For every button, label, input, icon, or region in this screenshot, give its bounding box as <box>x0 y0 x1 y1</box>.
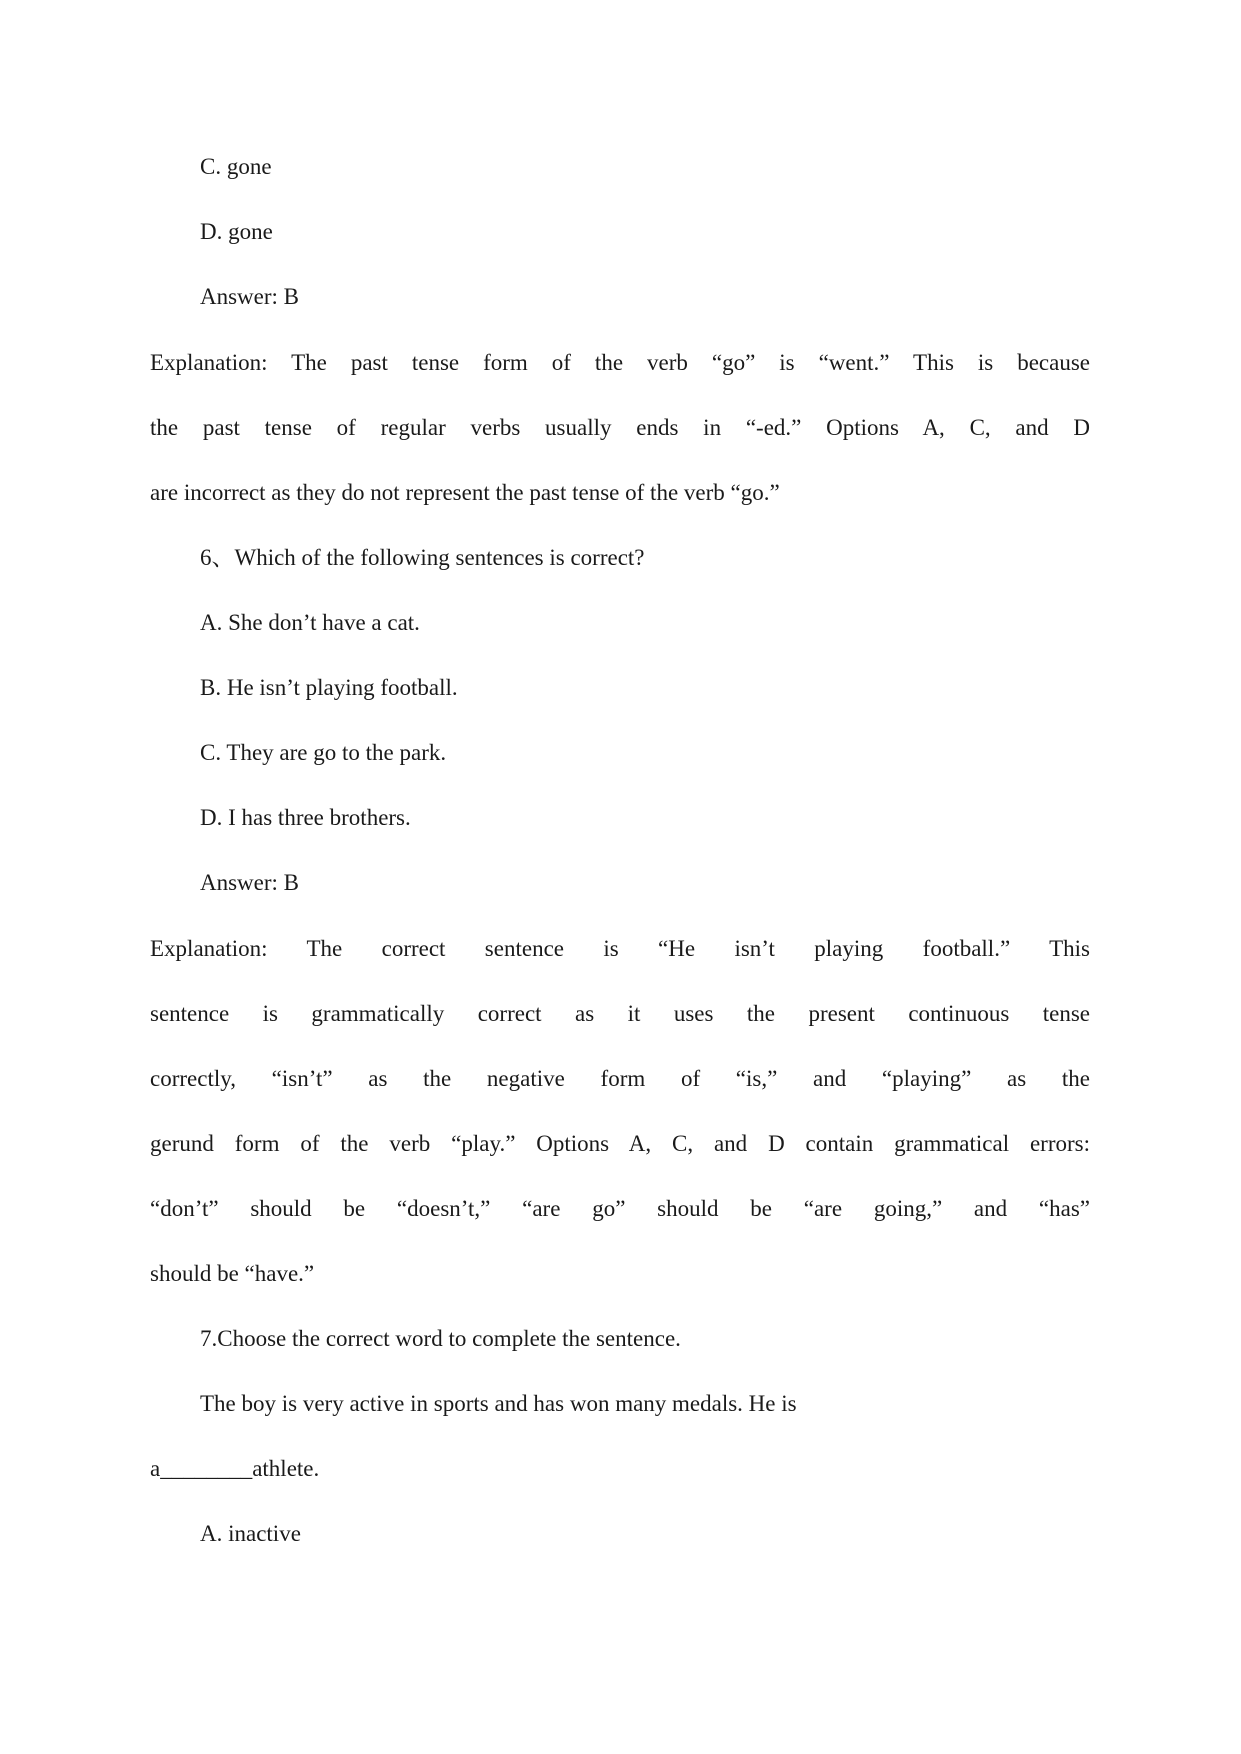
q6-answer: Answer: B <box>200 870 300 895</box>
q5-explanation-line-3: are incorrect as they do not represent the past tense of the verb “go.” <box>150 480 780 505</box>
q5-answer: Answer: B <box>200 284 300 309</box>
q6-explanation-line-4: gerund form of the verb “play.” Options A, C, and D contain grammatical errors: <box>150 1131 1090 1156</box>
q7-question: 7.Choose the correct word to complete the sentence. <box>200 1326 681 1351</box>
q6-question: 6、Which of the following sentences is correct? <box>200 545 645 570</box>
q6-explanation-line-3: correctly, “isn’t” as the negative form of “is,” and “playing” as the <box>150 1066 1090 1091</box>
q5-option-c: C. gone <box>200 154 272 179</box>
q5-explanation-line-2: the past tense of regular verbs usually ends in “-ed.” Options A, C, and D <box>150 415 1090 440</box>
q7-option-a: A. inactive <box>200 1521 301 1546</box>
q7-stem-line-2: a________athlete. <box>150 1456 320 1481</box>
q7-stem-line-1: The boy is very active in sports and has won many medals. He is <box>200 1391 797 1416</box>
q6-explanation-line-1: Explanation: The correct sentence is “He isn’t playing football.” This <box>150 936 1090 961</box>
q6-explanation-line-2: sentence is grammatically correct as it uses the present continuous tense <box>150 1001 1090 1026</box>
q6-option-b: B. He isn’t playing football. <box>200 675 458 700</box>
q6-explanation-line-5: “don’t” should be “doesn’t,” “are go” should be “are going,” and “has” <box>150 1196 1090 1221</box>
q6-option-c: C. They are go to the park. <box>200 740 447 765</box>
q6-option-d: D. I has three brothers. <box>200 805 411 830</box>
q6-explanation-line-6: should be “have.” <box>150 1261 315 1286</box>
q5-explanation-line-1: Explanation: The past tense form of the verb “go” is “went.” This is because <box>150 350 1090 375</box>
q6-option-a: A. She don’t have a cat. <box>200 610 420 635</box>
q5-option-d: D. gone <box>200 219 273 244</box>
